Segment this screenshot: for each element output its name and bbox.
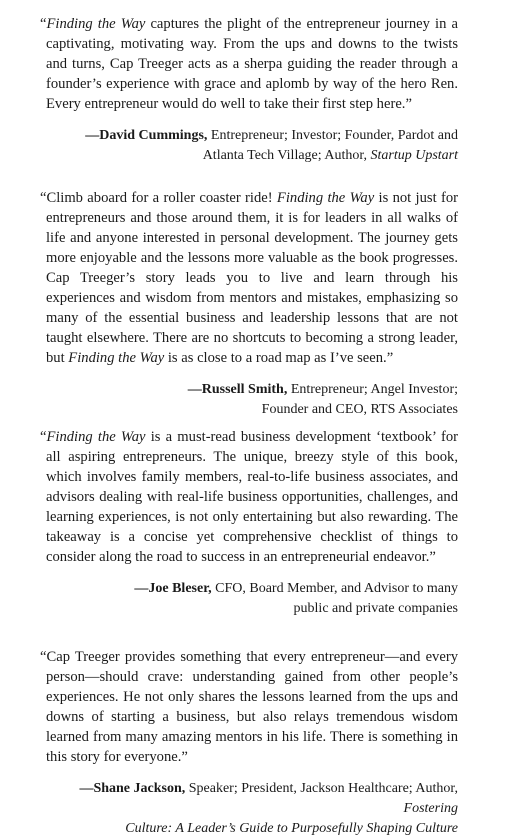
endorser-book-title-cont: Culture: A Leader’s Guide to Purposefully Shaping Culture bbox=[125, 821, 458, 836]
attribution-dash: — bbox=[134, 581, 149, 596]
endorser-name: David Cummings, bbox=[99, 128, 208, 143]
quote-open-mark: “ bbox=[40, 16, 47, 32]
endorsements-page bbox=[38, 14, 458, 839]
quote-open-mark: “ bbox=[40, 429, 47, 445]
book-title: Finding the Way bbox=[68, 350, 165, 366]
endorsement-attribution bbox=[38, 126, 458, 166]
endorser-name: Joe Bleser, bbox=[148, 581, 212, 596]
endorser-book-title: Startup Upstart bbox=[370, 148, 458, 163]
quote-text: captures the plight of the entrepreneur journey in a captivating, motivating way. From the ups and downs to the twists and turns, Cap Treeger acts as a sherpa guiding the reader through a founder’s experience with grace and aplomb by way of the hero Ren. Every entrepreneur would do well to take their first step here.” bbox=[46, 16, 458, 112]
quote-text: is not just for entrepreneurs and those around them, it is for leaders in all walks of life and anyone interested in personal development. The journey gets more enjoyable and the lessons more valuable as the book progresses. Cap Treeger’s story leads you to live and learn through his experiences and wisdom from mentors and mistakes, emphasizing so many of the essential business and leadership lessons that are not taught elsewhere. There are no shortcuts to becoming a strong leader, but bbox=[46, 190, 458, 366]
endorser-book-title: Fostering bbox=[403, 801, 458, 816]
endorser-affiliation-cont: public and private companies bbox=[293, 601, 458, 616]
attribution-dash: — bbox=[187, 382, 202, 397]
quote-text: is a must-read business development ‘textbook’ for all aspiring entrepreneurs. The unique, breezy style of this book, which involves family members, real-to-life business associates, and advisors dealing with real-life business opportunities, challenges, and learning experiences, is not only entertaining but also rewarding. The takeaway is a concise yet comprehensive checklist of things to consider along the road to success in an entrepreneurial endeavor.” bbox=[46, 429, 458, 565]
endorsement-attribution bbox=[38, 380, 458, 420]
endorsement-quote bbox=[38, 14, 458, 114]
endorsement-joe-bleser bbox=[38, 427, 458, 647]
attribution-dash: — bbox=[79, 781, 94, 796]
quote-text: “Cap Treeger provides something that every entrepreneur—and every person—should crave: understanding gained from other people’s experiences. He not only shares the lessons learned from the ups and downs of starting a business, but also relays tremendous wisdom learned from many amazing mentors in his life. There is something in this story for everyone.” bbox=[40, 649, 458, 765]
endorser-affiliation: CFO, Board Member, and Advisor to many bbox=[211, 581, 458, 596]
endorser-name: Russell Smith, bbox=[201, 382, 288, 397]
endorser-affiliation-cont: Atlanta Tech Village; Author, bbox=[202, 148, 371, 163]
endorser-affiliation: Speaker; President, Jackson Healthcare; Author, bbox=[185, 781, 458, 796]
endorsement-attribution bbox=[38, 779, 458, 839]
endorsement-quote bbox=[38, 647, 458, 767]
endorsement-attribution bbox=[38, 579, 458, 619]
attribution-dash: — bbox=[85, 128, 100, 143]
endorser-affiliation: Entrepreneur; Investor; Founder, Pardot and bbox=[207, 128, 458, 143]
endorser-name: Shane Jackson, bbox=[93, 781, 186, 796]
endorser-affiliation-cont: Founder and CEO, RTS Associates bbox=[261, 402, 458, 417]
quote-text: “Climb aboard for a roller coaster ride! bbox=[40, 190, 277, 206]
endorsement-david-cummings bbox=[38, 14, 458, 178]
endorsement-russell-smith bbox=[38, 188, 458, 427]
book-title: Finding the Way bbox=[46, 429, 146, 445]
endorser-affiliation: Entrepreneur; Angel Investor; bbox=[287, 382, 458, 397]
book-title: Finding the Way bbox=[46, 16, 146, 32]
book-title: Finding the Way bbox=[276, 190, 375, 206]
endorsement-shane-jackson bbox=[38, 647, 458, 839]
endorsement-quote bbox=[38, 427, 458, 567]
quote-text: is as close to a road map as I’ve seen.” bbox=[164, 350, 394, 366]
endorsement-quote bbox=[38, 188, 458, 368]
